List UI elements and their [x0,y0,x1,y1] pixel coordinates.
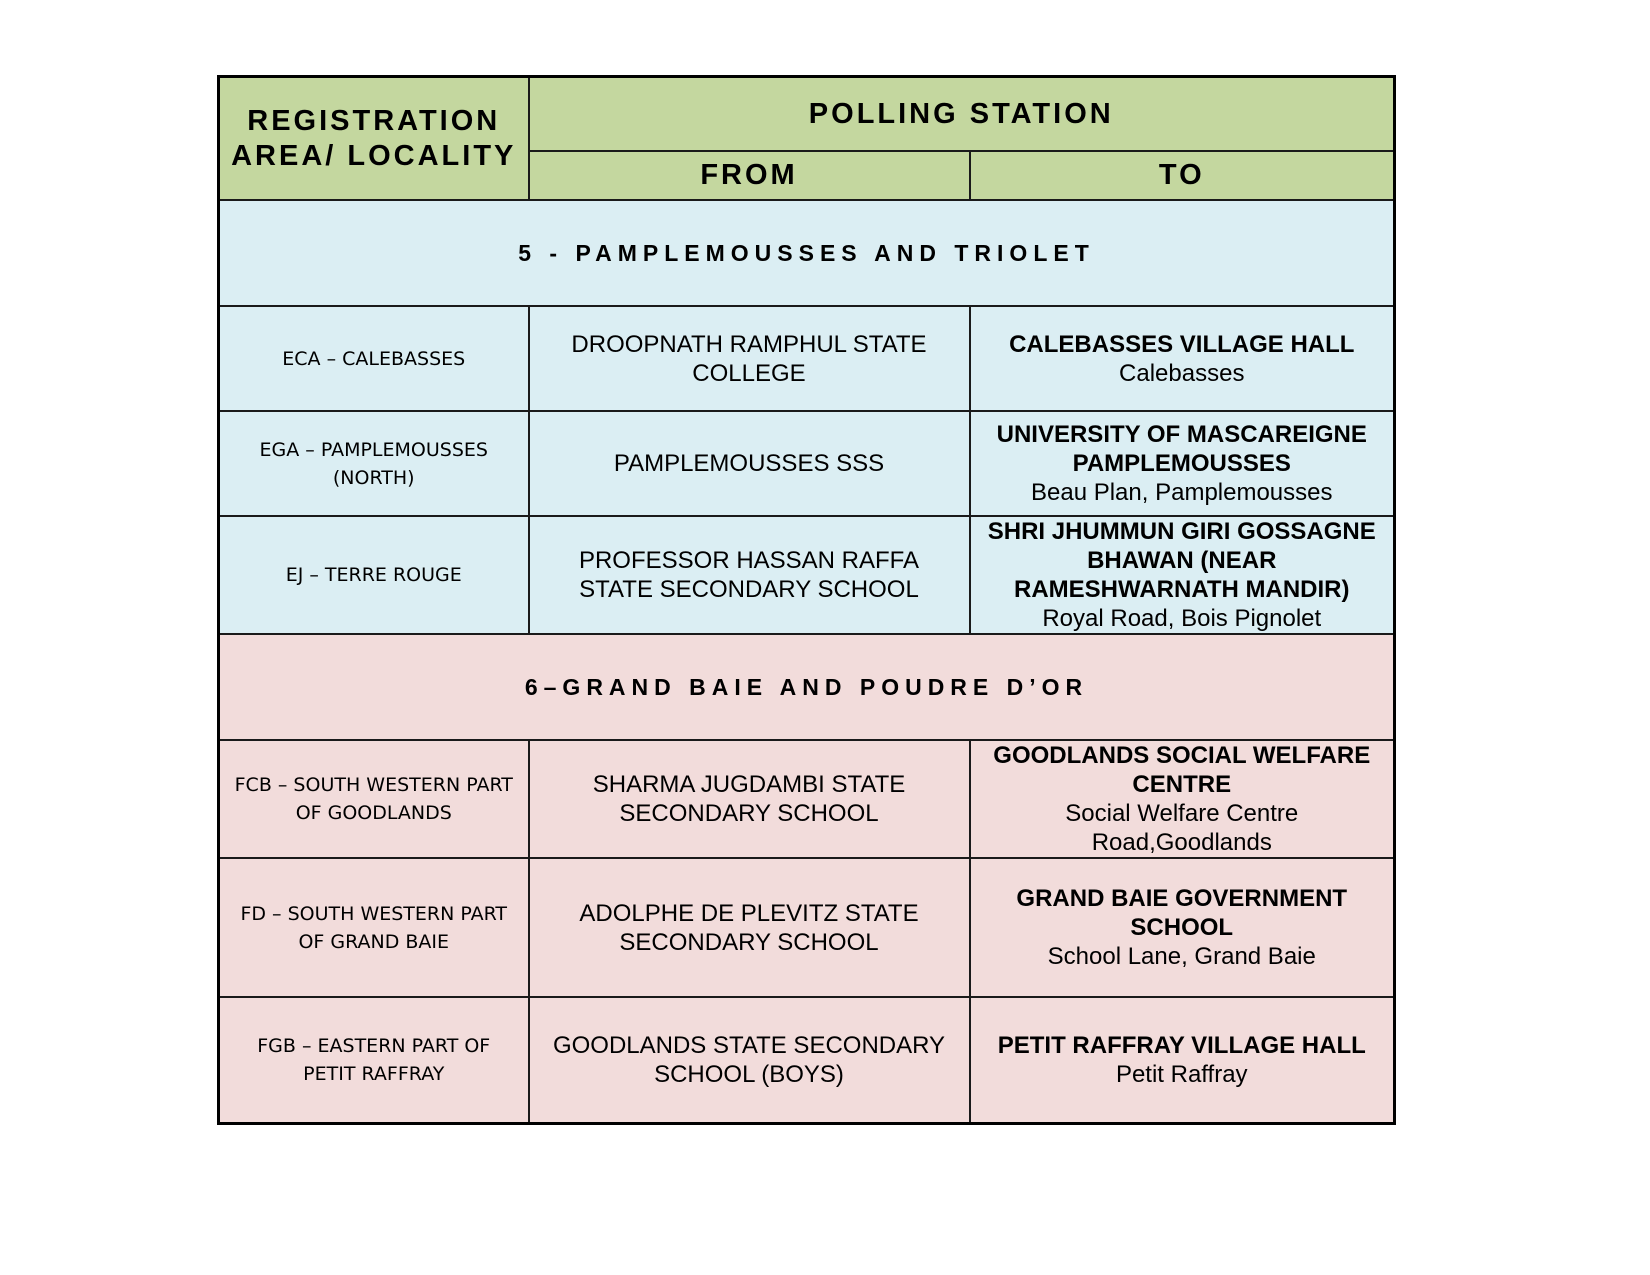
area-cell: EGA – PAMPLEMOUSSES (NORTH) [219,411,529,516]
header-polling-station: POLLING STATION [529,77,1395,152]
to-cell [970,997,1395,1123]
to-cell [970,516,1395,634]
from-cell: PROFESSOR HASSAN RAFFA STATE SECONDARY SCHOOL [529,516,970,634]
table-row [219,306,1395,411]
polling-station-table [217,75,1396,1125]
area-cell: EJ – TERRE ROUGE [219,516,529,634]
header-from: FROM [529,151,970,200]
area-cell: FD – SOUTH WESTERN PART OF GRAND BAIE [219,858,529,997]
area-cell: FCB – SOUTH WESTERN PART OF GOODLANDS [219,740,529,858]
to-cell [970,740,1395,858]
to-station-name: SHRI JHUMMUN GIRI GOSSAGNE BHAWAN (NEAR RAMESHWARNATH MANDIR) [987,518,1376,603]
to-station-address: Petit Raffray [1115,1060,1248,1088]
from-cell: GOODLANDS STATE SECONDARY SCHOOL (BOYS) [529,997,970,1123]
table-row [219,858,1395,997]
section-title: 6–GRAND BAIE AND POUDRE D’OR [219,634,1395,740]
to-cell [970,411,1395,516]
header-to: TO [970,151,1395,200]
to-station-name: UNIVERSITY OF MASCAREIGNE PAMPLEMOUSSES [996,421,1367,477]
to-station-address: Royal Road, Bois Pignolet [1042,605,1322,632]
to-cell [970,306,1395,411]
header-area: REGISTRATION AREA/ LOCALITY [219,77,529,201]
table-row [219,740,1395,858]
to-cell [970,858,1395,997]
to-station-address: Calebasses [1119,359,1245,387]
to-station-name: GOODLANDS SOCIAL WELFARE CENTRE [993,742,1371,798]
from-cell: DROOPNATH RAMPHUL STATE COLLEGE [529,306,970,411]
to-station-address: School Lane, Grand Baie [1047,943,1316,970]
to-station-address: Social Welfare Centre Road,Goodlands [1065,800,1299,856]
from-cell: PAMPLEMOUSSES SSS [529,411,970,516]
from-cell: SHARMA JUGDAMBI STATE SECONDARY SCHOOL [529,740,970,858]
table-row [219,411,1395,516]
from-cell: ADOLPHE DE PLEVITZ STATE SECONDARY SCHOOL [529,858,970,997]
to-station-name: GRAND BAIE GOVERNMENT SCHOOL [1016,885,1348,941]
to-station-name: PETIT RAFFRAY VILLAGE HALL [997,1031,1366,1059]
section-row [219,200,1395,306]
table-row [219,997,1395,1123]
section-title: 5 - PAMPLEMOUSSES AND TRIOLET [219,200,1395,306]
to-station-address: Beau Plan, Pamplemousses [1031,479,1333,506]
table-row [219,516,1395,634]
to-station-name: CALEBASSES VILLAGE HALL [1009,330,1355,358]
section-row [219,634,1395,740]
area-cell: FGB – EASTERN PART OF PETIT RAFFRAY [219,997,529,1123]
area-cell: ECA – CALEBASSES [219,306,529,411]
